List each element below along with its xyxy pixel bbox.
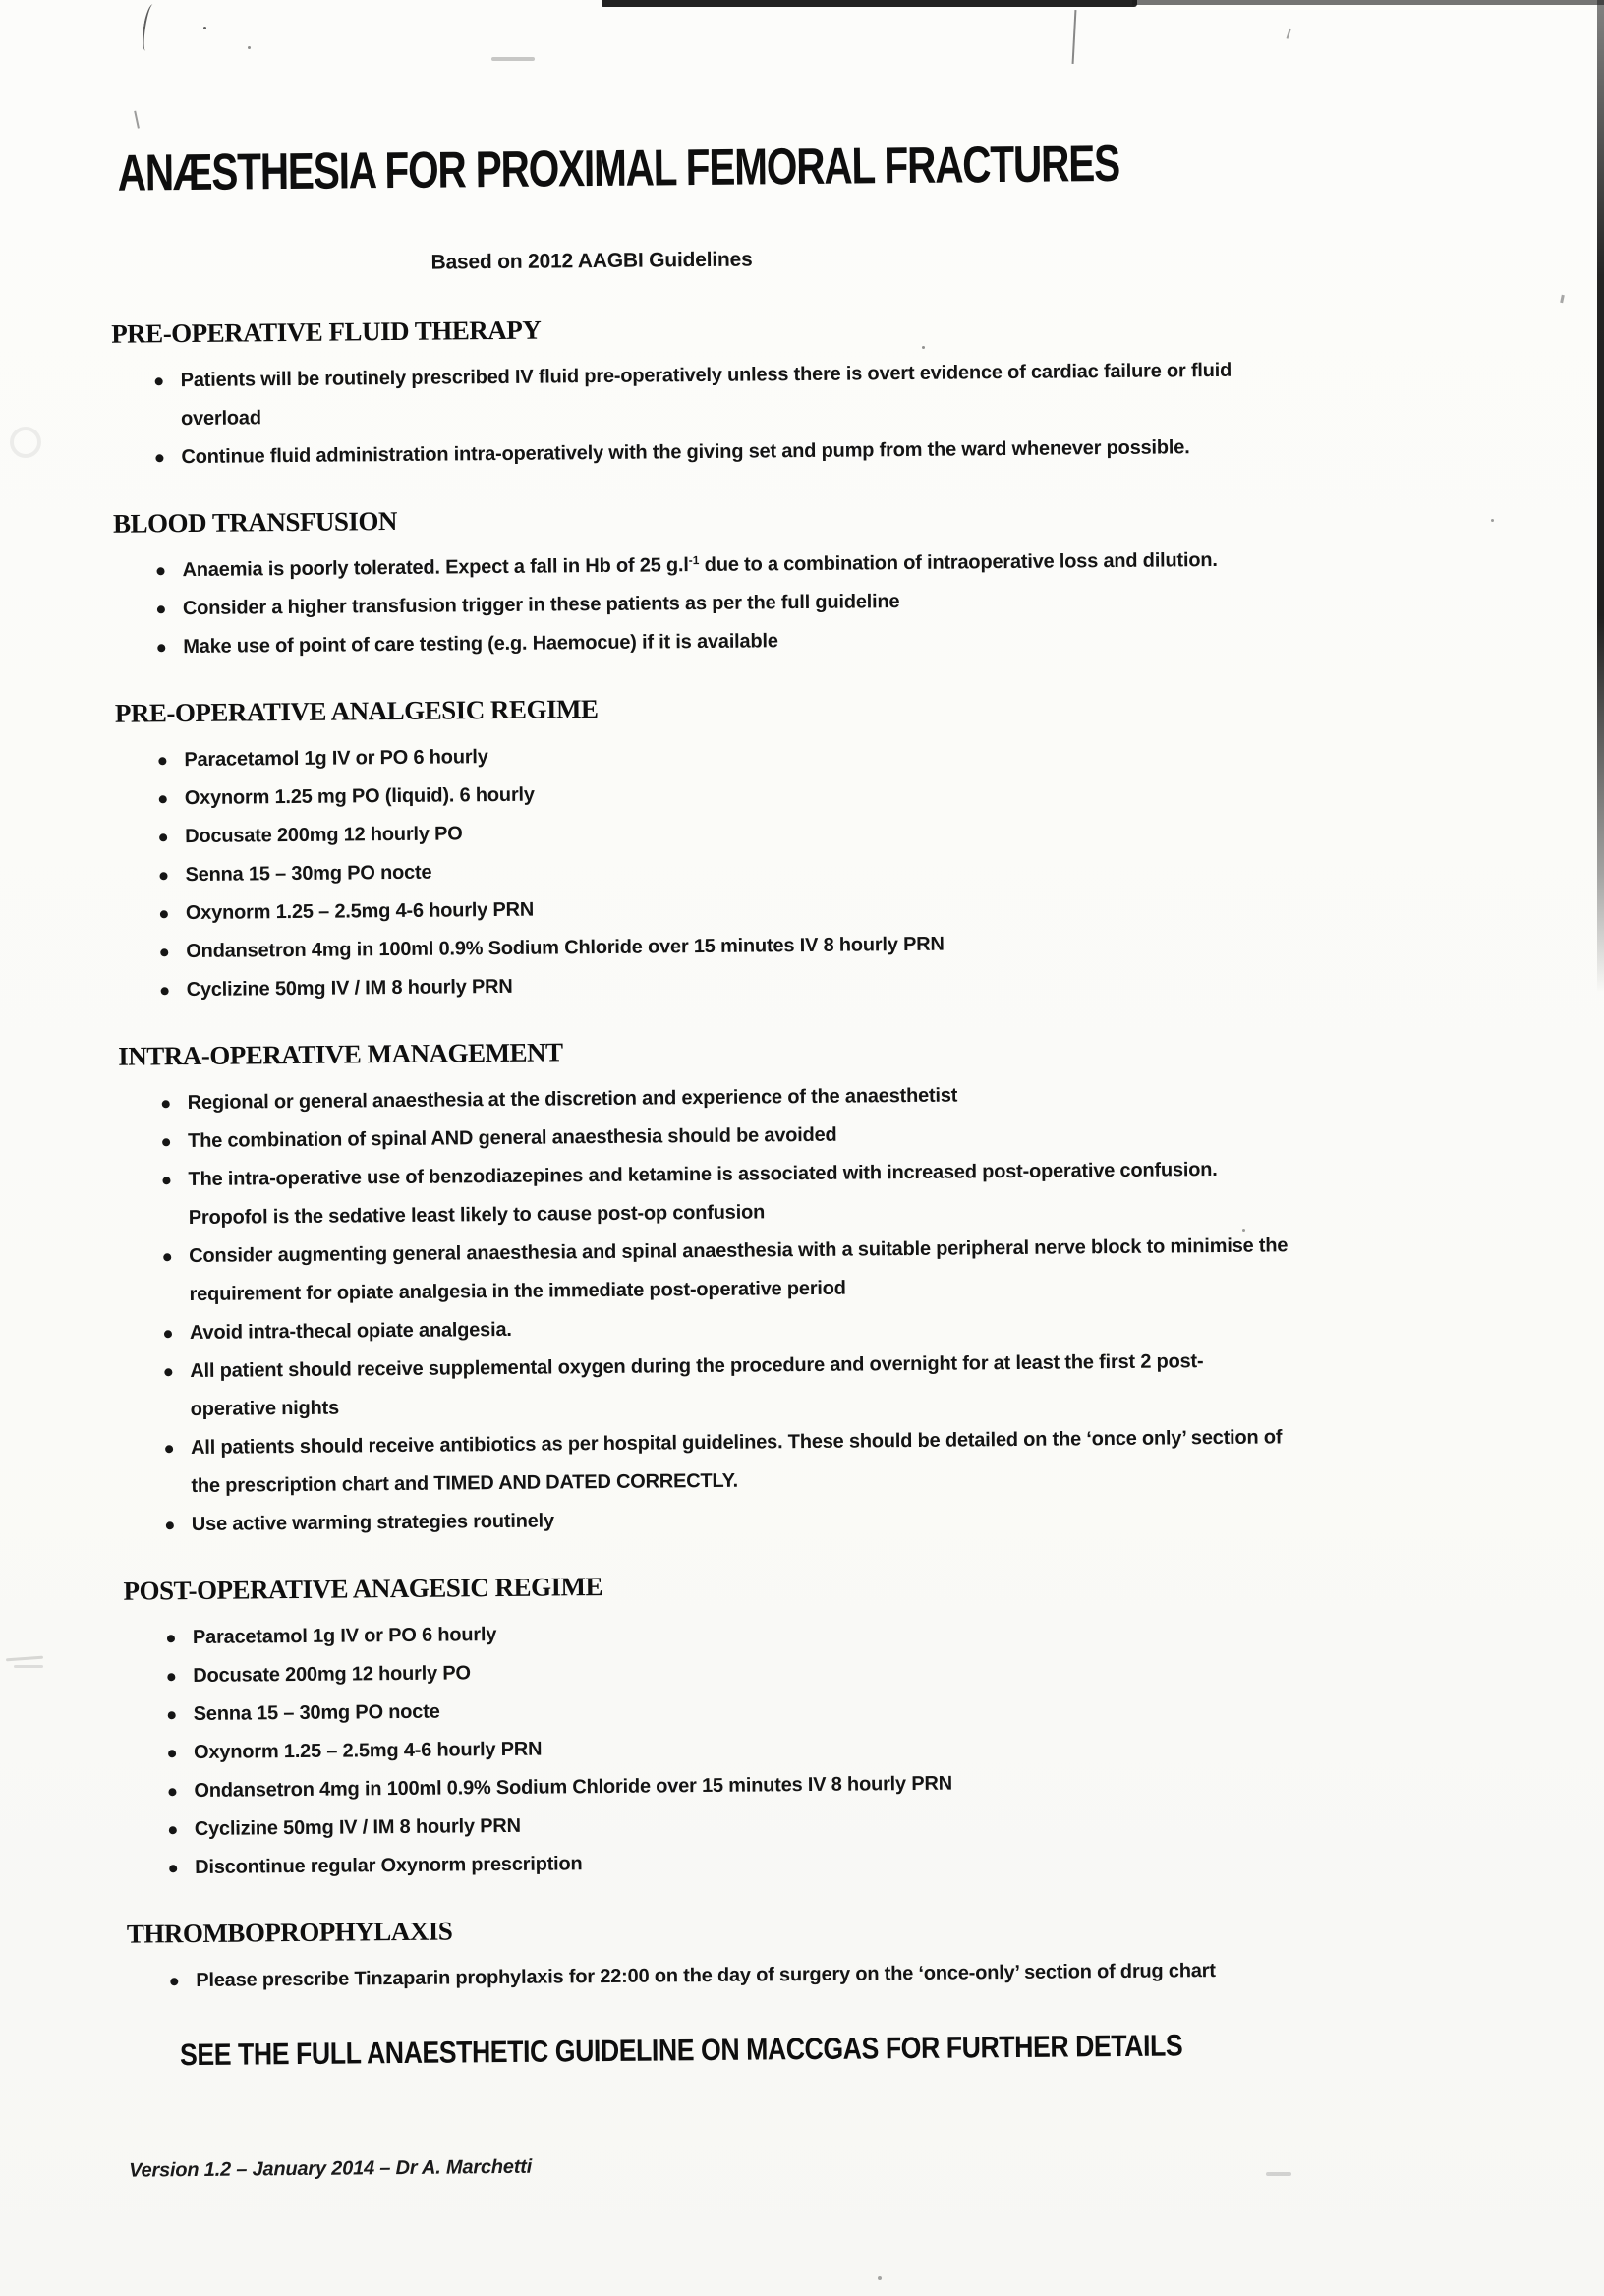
bullet-icon bbox=[166, 1734, 194, 1772]
bullet-list bbox=[165, 1605, 1604, 1887]
bullet-text: the prescription chart and TIMED AND DATED CORRECTLY. bbox=[191, 1469, 739, 1498]
bullet-icon bbox=[160, 1122, 188, 1161]
bullet-list bbox=[153, 348, 1604, 477]
scan-artifact-smudge bbox=[1266, 2172, 1291, 2176]
bullet-text: Consider augmenting general anaesthesia and spinal anaesthesia with a suitable peripheral nerve block to minimise the bbox=[189, 1234, 1289, 1268]
section-intra-operative-management bbox=[10, 1025, 1604, 1546]
bullet-list bbox=[154, 538, 1604, 666]
bullet-text-part: Anaemia is poorly tolerated. Expect a fall in Hb of 25 g.l bbox=[182, 554, 689, 582]
section-pre-operative-fluid-therapy bbox=[3, 303, 1604, 479]
bullet-icon bbox=[161, 1237, 189, 1276]
bullet-text: overload bbox=[180, 407, 261, 430]
bullet-text: Discontinue regular Oxynorm prescription bbox=[195, 1853, 583, 1879]
bullet-text: Cyclizine 50mg IV / IM 8 hourly PRN bbox=[186, 975, 513, 1002]
bullet-text: The intra-operative use of benzodiazepines and ketamine is associated with increased post-operative confusion. bbox=[188, 1158, 1218, 1191]
bullet-icon bbox=[157, 818, 185, 856]
bullet-icon bbox=[165, 1619, 193, 1657]
section-heading-thromboprophylaxis: THROMBOPROPHYLAXIS bbox=[126, 1916, 453, 1949]
bullet-text-part: due to a combination of intraoperative loss and dilution. bbox=[699, 548, 1218, 577]
bullet-text: Patients will be routinely prescribed IV fluid pre-operatively unless there is overt evidence of cardiac failure or fluid bbox=[180, 359, 1232, 392]
bullet-text: Paracetamol 1g IV or PO 6 hourly bbox=[184, 746, 488, 772]
bullet-text: Oxynorm 1.25 – 2.5mg 4-6 hourly PRN bbox=[193, 1738, 543, 1764]
list-item bbox=[160, 1147, 1604, 1237]
section-heading-post-operative-analgesic-regime: POST-OPERATIVE ANAGESIC REGIME bbox=[123, 1572, 603, 1606]
bullet-text: Ondansetron 4mg in 100ml 0.9% Sodium Chloride over 15 minutes IV 8 hourly PRN bbox=[186, 933, 945, 963]
bullet-icon bbox=[157, 779, 185, 818]
bullet-text: Docusate 200mg 12 hourly PO bbox=[193, 1662, 471, 1688]
bullet-text: Ondansetron 4mg in 100ml 0.9% Sodium Chloride over 15 minutes IV 8 hourly PRN bbox=[194, 1772, 953, 1803]
bullet-text: The combination of spinal AND general anaesthesia should be avoided bbox=[188, 1123, 837, 1153]
bullet-list bbox=[160, 1070, 1604, 1544]
bullet-text: Paracetamol 1g IV or PO 6 hourly bbox=[192, 1624, 497, 1649]
bullet-icon bbox=[166, 1772, 194, 1810]
bullet-list bbox=[156, 727, 1604, 1009]
document-title: ANÆSTHESIA FOR PROXIMAL FEMORAL FRACTURES bbox=[117, 135, 1120, 202]
section-pre-operative-analgesic-regime bbox=[7, 682, 1604, 1011]
bullet-icon bbox=[167, 1810, 195, 1849]
bullet-icon bbox=[158, 971, 186, 1009]
bullet-text: All patients should receive antibiotics as per hospital guidelines. These should be detailed on the ‘once only’ section of bbox=[191, 1426, 1283, 1460]
bullet-icon bbox=[153, 362, 181, 400]
list-item bbox=[153, 348, 1604, 438]
list-item bbox=[162, 1339, 1604, 1429]
bullet-text: Use active warming strategies routinely bbox=[191, 1510, 554, 1536]
bullet-text: requirement for opiate analgesia in the immediate post-operative period bbox=[189, 1277, 846, 1306]
list-item bbox=[163, 1415, 1604, 1506]
section-thromboprophylaxis bbox=[19, 1903, 1604, 2002]
bullet-text: Docusate 200mg 12 hourly PO bbox=[185, 823, 463, 848]
scan-artifact-dot bbox=[878, 2276, 882, 2280]
bullet-text: Continue fluid administration intra-operatively with the giving set and pump from the ward whenever possible. bbox=[181, 436, 1190, 469]
bullet-text: Avoid intra-thecal opiate analgesia. bbox=[189, 1318, 512, 1345]
bullet-text: Oxynorm 1.25 mg PO (liquid). 6 hourly bbox=[184, 783, 535, 810]
bullet-icon bbox=[158, 933, 186, 971]
bullet-icon bbox=[160, 1161, 188, 1199]
list-item bbox=[168, 1948, 1604, 2000]
bullet-icon bbox=[166, 1695, 194, 1734]
bullet-text: Make use of point of care testing (e.g. Haemocue) if it is available bbox=[183, 630, 778, 659]
bullet-icon bbox=[155, 590, 183, 628]
bullet-text: Cyclizine 50mg IV / IM 8 hourly PRN bbox=[194, 1814, 521, 1841]
bullet-text: Please prescribe Tinzaparin prophylaxis for 22:00 on the day of surgery on the ‘once-only’ section of drug chart bbox=[196, 1960, 1216, 1992]
section-heading-pre-operative-analgesic-regime: PRE-OPERATIVE ANALGESIC REGIME bbox=[114, 694, 599, 728]
bullet-text: Senna 15 – 30mg PO nocte bbox=[193, 1700, 440, 1726]
bullet-icon bbox=[157, 856, 185, 894]
see-full-guideline-note: SEE THE FULL ANAESTHETIC GUIDELINE ON MACCGAS FOR FURTHER DETAILS bbox=[179, 2028, 1183, 2073]
version-footer: Version 1.2 – January 2014 – Dr A. Marchetti bbox=[129, 2155, 533, 2182]
section-blood-transfusion bbox=[5, 492, 1604, 668]
section-heading-blood-transfusion: BLOOD TRANSFUSION bbox=[112, 505, 398, 539]
document-subtitle: Based on 2012 AAGBI Guidelines bbox=[430, 248, 753, 274]
bullet-icon bbox=[160, 1084, 188, 1122]
bullet-icon bbox=[153, 438, 181, 477]
section-heading-pre-operative-fluid-therapy: PRE-OPERATIVE FLUID THERAPY bbox=[111, 315, 542, 349]
section-post-operative-analgesic-regime bbox=[15, 1560, 1604, 1889]
superscript: -1 bbox=[688, 553, 700, 568]
bullet-text: Senna 15 – 30mg PO nocte bbox=[185, 861, 432, 887]
bullet-icon bbox=[158, 894, 186, 933]
bullet-text: operative nights bbox=[190, 1397, 340, 1421]
bullet-text: All patient should receive supplemental oxygen during the procedure and overnight for at least the first 2 post- bbox=[190, 1350, 1204, 1383]
bullet-list bbox=[168, 1948, 1604, 2000]
bullet-icon bbox=[154, 551, 182, 590]
bullet-icon bbox=[162, 1314, 190, 1352]
bullet-text: Oxynorm 1.25 – 2.5mg 4-6 hourly PRN bbox=[185, 898, 535, 925]
bullet-icon bbox=[164, 1506, 192, 1544]
bullet-icon bbox=[162, 1352, 190, 1391]
list-item bbox=[161, 1224, 1604, 1314]
bullet-text: Regional or general anaesthesia at the discretion and experience of the anaesthetist bbox=[187, 1084, 958, 1115]
bullet-text: Consider a higher transfusion trigger in these patients as per the full guideline bbox=[182, 591, 900, 620]
bullet-icon bbox=[165, 1657, 193, 1695]
bullet-icon bbox=[163, 1429, 191, 1467]
bullet-icon bbox=[155, 628, 183, 666]
bullet-text: Propofol is the sedative least likely to cause post-op confusion bbox=[188, 1201, 766, 1230]
bullet-icon bbox=[167, 1849, 195, 1887]
bullet-icon bbox=[156, 741, 184, 779]
bullet-icon bbox=[168, 1962, 196, 2000]
section-heading-intra-operative-management: INTRA-OPERATIVE MANAGEMENT bbox=[118, 1037, 563, 1071]
